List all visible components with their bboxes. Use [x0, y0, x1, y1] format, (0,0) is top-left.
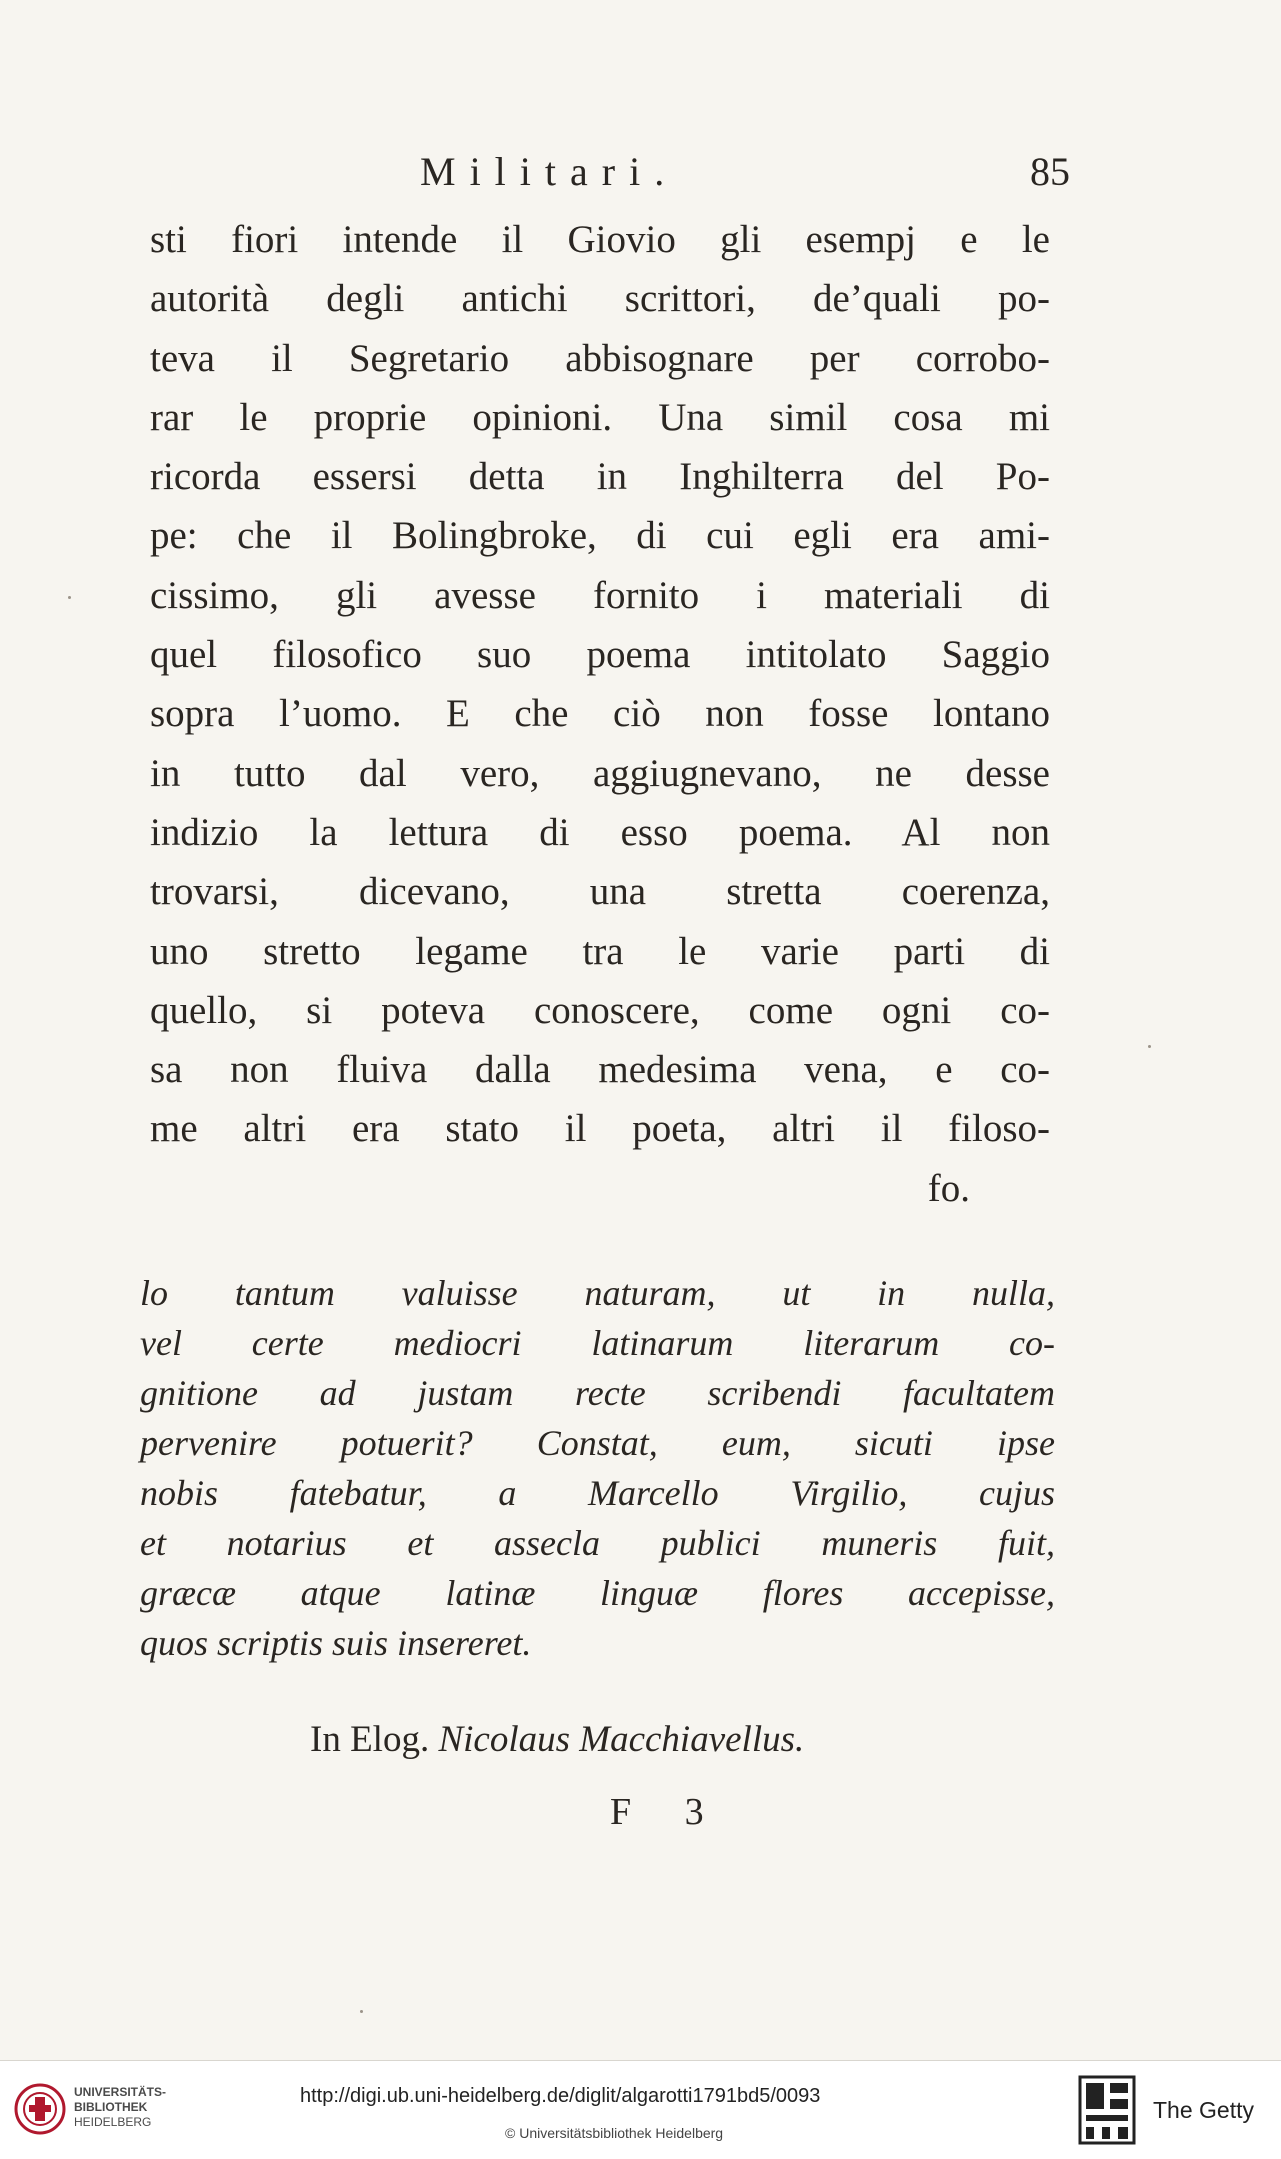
footnote-source — [310, 1718, 804, 1761]
text-line: quel filosofico suo poema intitolato Saggio — [150, 633, 1050, 677]
catchword-line: fo. — [927, 1166, 970, 1210]
university-seal-icon — [14, 2083, 66, 2135]
text-line: cissimo, gli avesse fornito i materiali di — [150, 573, 1050, 617]
footnote-line: græcæ atque latinæ linguæ flores accepisse, — [140, 1573, 1055, 1613]
text-line: sti fiori intende il Giovio gli esempj e le — [150, 218, 1050, 261]
footnote-line: nobis fatebatur, a Marcello Virgilio, cujus — [140, 1473, 1055, 1513]
paper-speck — [68, 596, 71, 599]
getty-logo-icon — [1078, 2075, 1136, 2145]
text-line: me altri era stato il poeta, altri il filoso- — [150, 1107, 1050, 1151]
footnote-line: lo tantum valuisse naturam, ut in nulla, — [140, 1273, 1055, 1313]
text-line: teva il Segretario abbisognare per corrobo- — [150, 336, 1050, 380]
footnote-line: vel certe mediocri latinarum literarum co- — [140, 1323, 1055, 1363]
text-line: trovarsi, dicevano, una stretta coerenza, — [150, 870, 1050, 914]
text-line: quello, si poteva conoscere, come ogni co- — [150, 988, 1050, 1032]
main-text — [150, 210, 1050, 1218]
footnote-line: quos scriptis suis insereret. — [140, 1623, 532, 1663]
permalink-url[interactable]: http://digi.ub.uni-heidelberg.de/diglit/algarotti1791bd5/0093 — [300, 2085, 821, 2107]
footnote-line: et notarius et assecla publici muneris fuit, — [140, 1523, 1055, 1563]
footnote-line: gnitione ad justam recte scribendi facultatem — [140, 1373, 1055, 1413]
library-name-line: BIBLIOTHEK — [74, 2100, 148, 2114]
footnote — [140, 1268, 1055, 1668]
library-name — [74, 2085, 166, 2130]
viewer-footer — [0, 2060, 1281, 2159]
paper-speck — [360, 2010, 363, 2013]
page-header — [420, 148, 1070, 208]
partner-name: The Getty — [1153, 2097, 1254, 2123]
running-title: Militari. — [420, 149, 679, 194]
library-name-line: HEIDELBERG — [74, 2115, 152, 2129]
text-line: autorità degli antichi scrittori, de’quali po- — [150, 277, 1050, 321]
text-line: ricorda essersi detta in Inghilterra del Po- — [150, 455, 1050, 499]
signature-mark: F 3 — [610, 1791, 726, 1833]
text-line: sa non fluiva dalla medesima vena, e co- — [150, 1048, 1050, 1092]
source-work: Nicolaus Macchiavellus. — [438, 1719, 805, 1760]
source-prefix: In Elog. — [310, 1719, 430, 1760]
text-line: indizio la lettura di esso poema. Al non — [150, 810, 1050, 854]
copyright-notice: © Universitätsbibliothek Heidelberg — [505, 2125, 724, 2141]
page-number: 85 — [1030, 149, 1070, 194]
text-line: uno stretto legame tra le varie parti di — [150, 929, 1050, 973]
paper-speck — [1148, 1045, 1151, 1048]
text-line: pe: che il Bolingbroke, di cui egli era ami- — [150, 514, 1050, 558]
text-line: in tutto dal vero, aggiugnevano, ne desse — [150, 751, 1050, 795]
text-line: sopra l’uomo. E che ciò non fosse lontano — [150, 692, 1050, 736]
library-name-line: UNIVERSITÄTS- — [74, 2085, 167, 2099]
text-line: rar le proprie opinioni. Una simil cosa mi — [150, 395, 1050, 439]
footnote-line: pervenire potuerit? Constat, eum, sicuti ipse — [140, 1423, 1055, 1463]
